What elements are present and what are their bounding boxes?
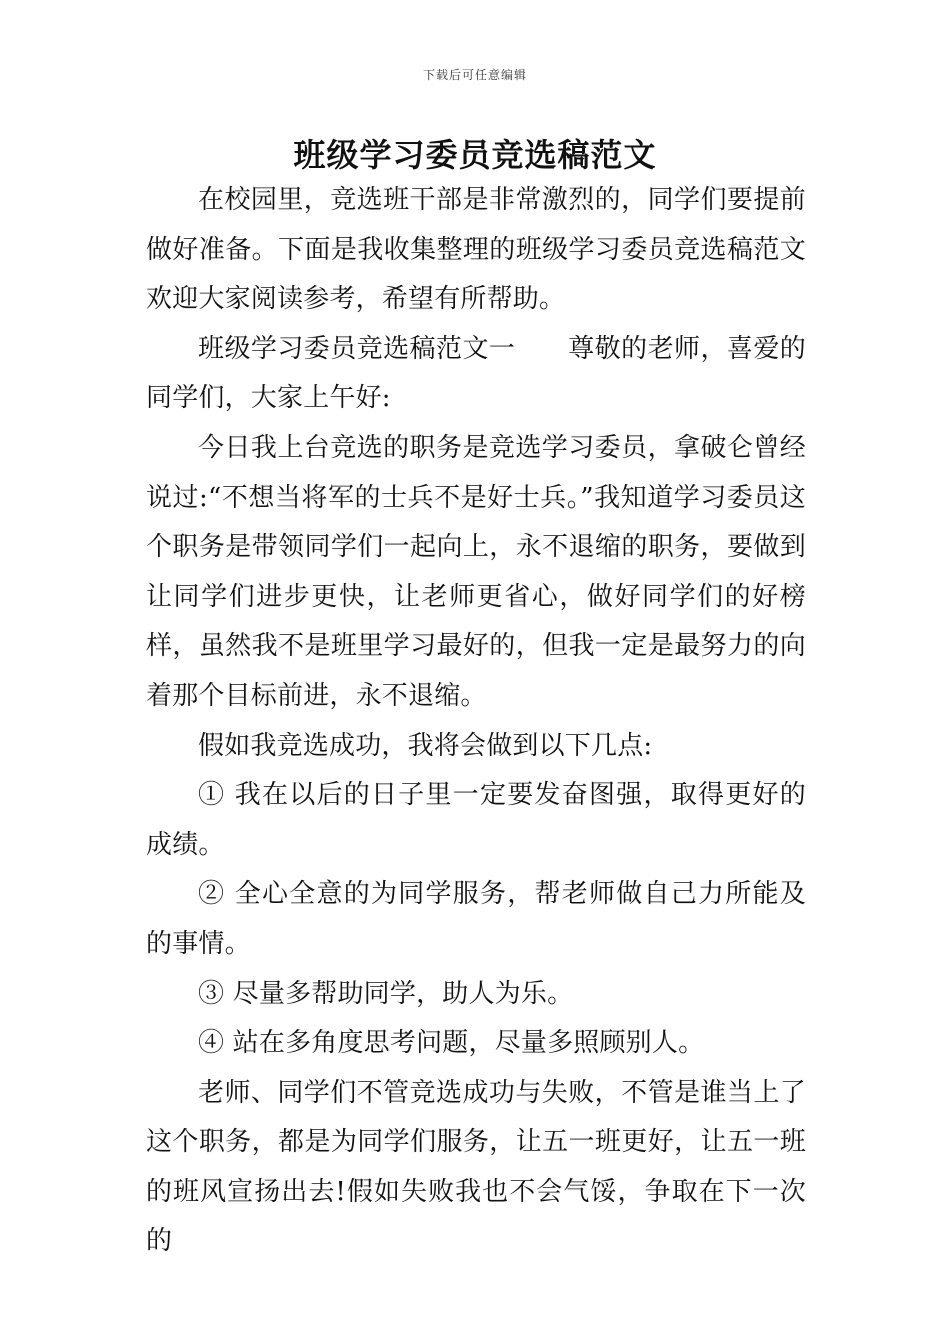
- header-note: 下载后可任意编辑: [422, 68, 527, 82]
- paragraph-closing: 老师、同学们不管竞选成功与失败，不管是谁当上了这个职务，都是为同学们服务，让五一班更好，让五一班的班风宣扬出去!假如失败我也不会气馁，争取在下一次的: [146, 1077, 806, 1257]
- paragraph-greeting: 班级学习委员竞选稿范文一 尊敬的老师，喜爱的同学们，大家上午好:: [146, 333, 806, 414]
- paragraph-point-2: ② 全心全意的为同学服务，帮老师做自己力所能及的事情。: [146, 879, 806, 959]
- paragraph-intro: 在校园里，竞选班干部是非常激烈的，同学们要提前做好准备。下面是我收集整理的班级学习委员竞选稿范文欢迎大家阅读参考，希望有所帮助。: [146, 185, 806, 315]
- paragraph-position: 今日我上台竞选的职务是竞选学习委员，拿破仑曾经说过:“不想当将军的士兵不是好士兵。”我知道学习委员这个职务是带领同学们一起向上，永不退缩的职务，要做到让同学们进步更快，让老师更省心，做好同学们的好榜样，虽然我不是班里学习最好的，但我一定是最努力的向着那个目标前进，永不退缩。: [146, 432, 806, 711]
- paragraph-point-3: ③ 尽量多帮助同学，助人为乐。: [198, 978, 574, 1009]
- paragraph-promise-intro: 假如我竞选成功，我将会做到以下几点:: [198, 730, 653, 761]
- paragraph-point-1: ① 我在以后的日子里一定要发奋图强，取得更好的成绩。: [146, 780, 806, 860]
- document-title: 班级学习委员竞选稿范文: [293, 136, 657, 174]
- document-body: [146, 176, 806, 1267]
- paragraph-point-4: ④ 站在多角度思考问题，尽量多照顾别人。: [198, 1028, 705, 1059]
